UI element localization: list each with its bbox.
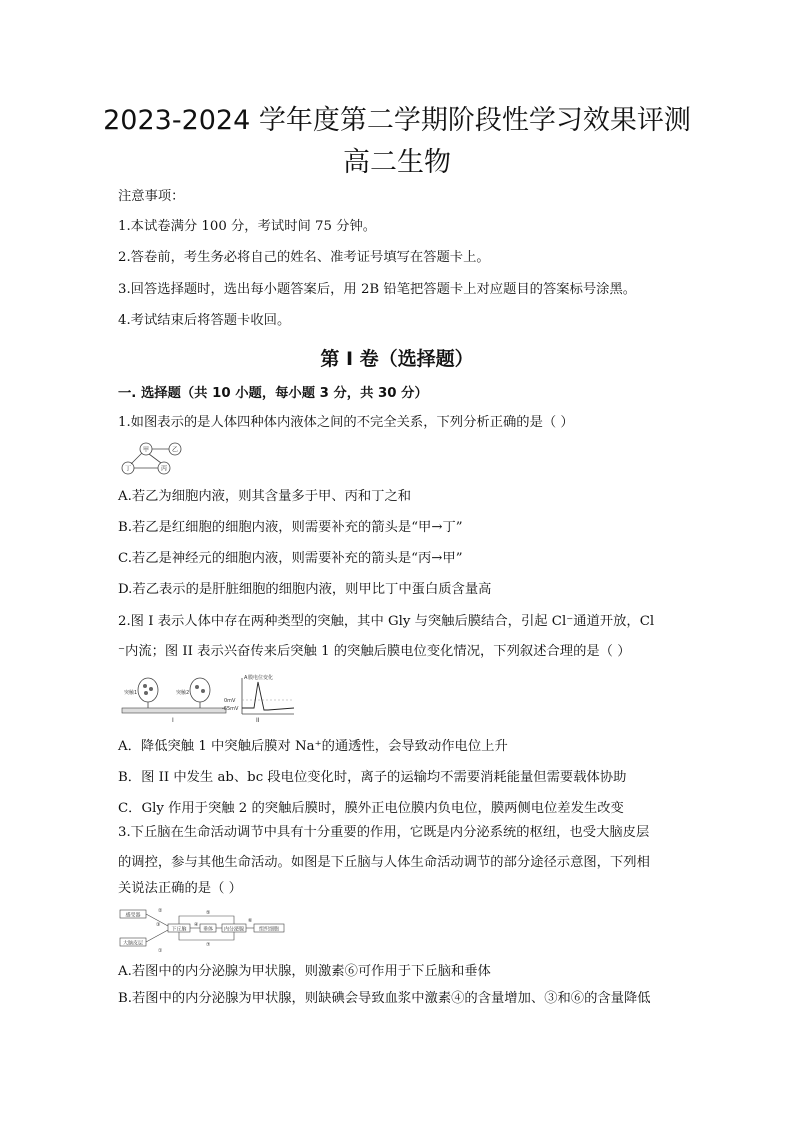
question-2-option: A．降低突触 1 中突触后膜对 Na⁺的通透性，会导致动作电位上升 [118, 739, 508, 754]
question-1-option: C.若乙是神经元的细胞内液，则需要补充的箭头是“丙→甲” [118, 551, 463, 566]
synapse-diagram [118, 672, 298, 724]
fig2-axis-label: -65mV [222, 706, 239, 712]
question-3-stem: 的调控，参与其他生命活动。如图是下丘脑与人体生命活动调节的部分途径示意图，下列相 [118, 855, 650, 870]
fig3-label: 感受器 [125, 912, 141, 919]
fig2-label: 突触1 [124, 690, 138, 696]
question-1-option: B.若乙是红细胞的细胞内液，则需要补充的箭头是“甲→丁” [118, 520, 463, 535]
note-item: 2.答卷前，考生务必将自己的姓名、准考证号填写在答题卡上。 [118, 250, 490, 265]
fig3-label: 垂体 [202, 926, 214, 933]
exam-subject: 高二生物 [343, 147, 451, 178]
hypothalamus-pathway-diagram [118, 904, 294, 956]
fig2-panel-label: I [172, 717, 174, 724]
question-3-option: B.若图中的内分泌腺为甲状腺，则缺碘会导致血浆中激素④的含量增加、③和⑥的含量降低 [118, 991, 651, 1006]
question-2-option: C．Gly 作用于突触 2 的突触后膜时，膜外正电位膜内负电位，膜两侧电位差发生改变 [118, 801, 624, 816]
fig2-graph-label: A [244, 675, 248, 681]
fig1-label: 乙 [171, 446, 179, 454]
fig3-marker: ② [158, 908, 163, 914]
fig3-marker: ④ [194, 922, 199, 928]
question-3-option: A.若图中的内分泌腺为甲状腺，则激素⑥可作用于下丘脑和垂体 [118, 964, 491, 979]
fig2-axis-label: 0mV [224, 698, 236, 704]
question-2-stem: 2.图 I 表示人体中存在两种类型的突触，其中 Gly 与突触后膜结合，引起 Cl⁻通道开放，Cl [118, 614, 655, 629]
question-2-option: B．图 II 中发生 ab、bc 段电位变化时，离子的运输均不需要消耗能量但需要载体协助 [118, 770, 627, 785]
note-item: 3.回答选择题时，选出每小题答案后，用 2B 铅笔把答题卡上对应题目的答案标号涂黑。 [118, 282, 637, 297]
fig3-label: 大脑皮层 [122, 940, 144, 947]
exam-title: 2023-2024 学年度第二学期阶段性学习效果评测 [103, 105, 691, 136]
fig3-label: 内分泌腺 [223, 926, 245, 933]
notes-heading: 注意事项： [118, 189, 185, 204]
section-part: 一. 选择题（共 10 小题，每小题 3 分，共 30 分） [118, 386, 428, 401]
question-3-stem: 关说法正确的是（ ） [118, 881, 242, 896]
fluid-relationship-diagram [118, 440, 188, 476]
fig1-label: 甲 [142, 446, 150, 454]
fig1-label: 丁 [124, 465, 132, 473]
note-item: 4.考试结束后将答题卡收回。 [118, 313, 291, 328]
fig3-marker: ⑤ [206, 910, 211, 916]
fig3-marker: ⑥ [248, 918, 253, 924]
fig3-label: 下丘脑 [171, 926, 187, 933]
question-3-stem: 3.下丘脑在生命活动调节中具有十分重要的作用，它既是内分泌系统的枢纽，也受大脑皮层 [118, 825, 650, 840]
fig1-label: 丙 [160, 465, 168, 473]
fig2-panel-label: II [256, 717, 260, 724]
section-title: 第 I 卷（选择题） [320, 348, 474, 370]
question-1-stem: 1.如图表示的是人体四种体内液体之间的不完全关系，下列分析正确的是（ ） [118, 415, 574, 430]
fig3-marker: ③ [156, 922, 161, 928]
question-2-stem: ⁻内流；图 II 表示兴奋传来后突触 1 的突触后膜电位变化情况，下列叙述合理的是（ ） [118, 644, 631, 659]
fig2-label: 突触2 [176, 690, 190, 696]
fig3-marker: ⑦ [206, 942, 211, 948]
question-1-option: D.若乙表示的是肝脏细胞的细胞内液，则甲比丁中蛋白质含量高 [118, 582, 492, 597]
fig3-label: 组织细胞 [258, 926, 280, 933]
question-1-option: A.若乙为细胞内液，则其含量多于甲、丙和丁之和 [118, 489, 412, 504]
fig3-marker: ① [158, 948, 163, 954]
note-item: 1.本试卷满分 100 分，考试时间 75 分钟。 [118, 219, 377, 234]
fig2-graph-title: 膜电位变化 [248, 675, 274, 681]
